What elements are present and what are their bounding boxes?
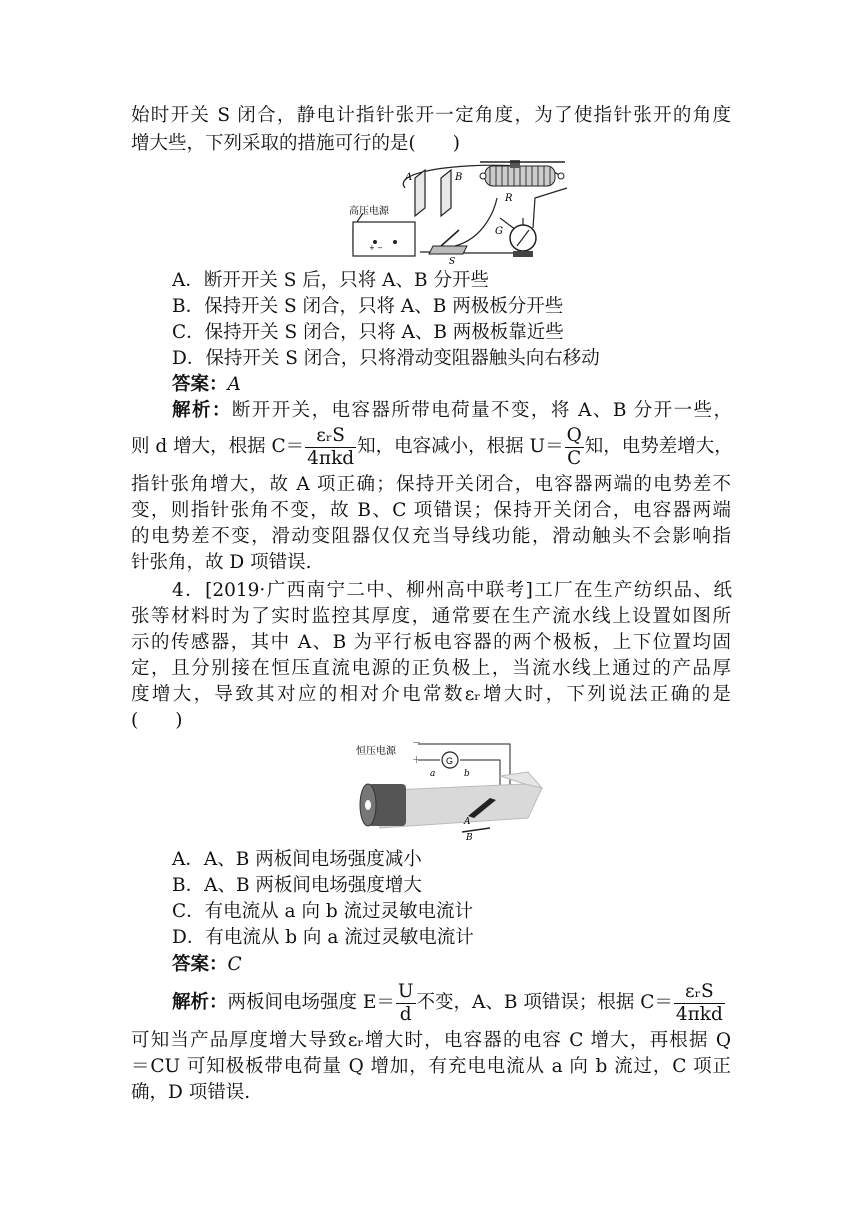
- analysis-text: 两板间电场强度 E＝: [227, 992, 395, 1013]
- answer-value: C: [227, 954, 242, 975]
- roller: [360, 784, 406, 826]
- analysis-label: 解析：: [172, 400, 232, 421]
- fraction-denominator: d: [399, 1003, 412, 1025]
- q3-stem-line-1: 始时开关 S 闭合，静电计指针张开一定角度，为了使指针张开的角度: [131, 105, 731, 126]
- q4-sensor-figure: [350, 736, 550, 843]
- svg-text:+ −: + −: [369, 244, 383, 252]
- q3-option-d: D．保持开关 S 闭合，只将滑动变阻器触头向右移动: [172, 348, 600, 369]
- q3-analysis-line-3: 指针张角增大，故 A 项正确；保持开关闭合，电容器两端的电势差不: [131, 474, 731, 495]
- plate-b: [441, 170, 451, 216]
- plate-b: [462, 828, 490, 832]
- q4-analysis-line-2: 可知当产品厚度增大导致εᵣ增大时，电容器的电容 C 增大，再根据 Q: [131, 1030, 731, 1051]
- q3-answer: [172, 372, 732, 398]
- q4-option-d: D．有电流从 b 向 a 流过灵敏电流计: [172, 927, 474, 948]
- capacitance-formula: [674, 981, 725, 1026]
- q4-stem-line-2: 张等材料时为了实时监控其厚度，通常要在生产流水线上设置如图所: [131, 606, 731, 627]
- analysis-text: 不变，A、B 项错误；根据 C＝: [416, 992, 673, 1013]
- fraction-numerator: εᵣS: [674, 981, 725, 1004]
- fraction-numerator: Q: [566, 424, 582, 446]
- label-minus: －: [412, 739, 422, 749]
- answer-value: A: [227, 374, 241, 395]
- label-s: S: [449, 257, 456, 267]
- q4-option-c: C．有电流从 a 向 b 流过灵敏电流计: [172, 901, 474, 922]
- analysis-label: 解析：: [172, 992, 228, 1013]
- q3-circuit-figure: [345, 158, 585, 266]
- switch-s: [429, 230, 467, 254]
- fraction-numerator: U: [397, 980, 414, 1002]
- q4-stem-line-6: ( ): [131, 710, 183, 731]
- q3-analysis-line-5: 的电势差不变，滑动变阻器仅仅充当导线功能，滑动触头不会影响指: [131, 526, 731, 547]
- q4-stem-line-3: 示的传感器，其中 A、B 为平行板电容器的两个极板，上下位置均固: [131, 632, 731, 653]
- rheostat: [480, 160, 565, 186]
- fraction-denominator: 4πkd: [307, 447, 355, 469]
- label-constant-source: 恒压电源: [356, 746, 396, 757]
- fraction-numerator: εᵣS: [305, 425, 356, 448]
- q4-option-b: B．A、B 两板间电场强度增大: [172, 875, 422, 896]
- label-plus: ＋: [412, 756, 422, 766]
- label-hv-source: 高压电源: [349, 206, 389, 217]
- label-g: G: [446, 756, 454, 766]
- q4-stem-line-5: 度增大，导致其对应的相对介电常数εᵣ增大时，下列说法正确的是: [131, 684, 731, 705]
- answer-label: 答案：: [172, 954, 228, 975]
- q3-option-b: B．保持开关 S 闭合，只将 A、B 两极板分开些: [172, 296, 564, 317]
- label-r: R: [505, 193, 513, 204]
- q4-analysis-line-3: ＝CU 可知极板带电荷量 Q 增加，有充电电流从 a 向 b 流过，C 项正: [131, 1056, 731, 1077]
- q4-option-a: A．A、B 两板间电场强度减小: [172, 849, 422, 870]
- label-b-lower: b: [464, 769, 470, 779]
- q3-option-a: A．断开开关 S 后，只将 A、B 分开些: [172, 270, 490, 291]
- plate-a: [415, 170, 425, 216]
- label-plate-b: B: [466, 833, 473, 843]
- q4-analysis-line-4: 确，D 项错误.: [131, 1082, 251, 1103]
- field-formula: [396, 981, 416, 1026]
- electrometer: [510, 218, 536, 257]
- q4-analysis-line-1: [172, 980, 732, 1026]
- analysis-text: 断开开关，电容器所带电荷量不变，将 A、B 分开一些，: [231, 400, 732, 421]
- q3-option-c: C．保持开关 S 闭合，只将 A、B 两极板靠近些: [172, 322, 564, 343]
- voltage-formula: [565, 425, 584, 470]
- analysis-text: 知，电容减小，根据 U＝: [357, 436, 564, 457]
- q3-analysis-line-6: 针张角，故 D 项错误.: [131, 552, 312, 573]
- analysis-text: 知，电势差增大，: [584, 436, 733, 457]
- capacitance-formula: [305, 425, 356, 470]
- q3-analysis-line-2: [131, 424, 731, 470]
- label-a-lower: a: [430, 769, 436, 779]
- hv-source: [353, 222, 415, 256]
- q3-analysis-line-4: 变，则指针张角不变，故 B、C 项错误；保持开关闭合，电容器两端: [131, 500, 731, 521]
- fraction-denominator: 4πkd: [675, 1003, 723, 1025]
- label-b: B: [455, 172, 463, 183]
- analysis-text: 则 d 增大，根据 C＝: [131, 436, 305, 457]
- q4-answer: [172, 952, 732, 978]
- q3-analysis-line-1: [172, 398, 732, 424]
- label-plate-a: A: [464, 817, 471, 827]
- q3-stem-line-2: 增大些，下列采取的措施可行的是( ): [131, 133, 460, 154]
- fraction-denominator: C: [567, 447, 582, 469]
- answer-label: 答案：: [172, 374, 228, 395]
- q4-stem-line-4: 定，且分别接在恒压直流电源的正负极上，当流水线上通过的产品厚: [131, 658, 731, 679]
- q4-stem-line-1: 4．[2019·广西南宁二中、柳州高中联考]工厂在生产纺织品、纸: [172, 580, 732, 601]
- label-g: G: [495, 226, 503, 237]
- label-a: A: [405, 172, 413, 183]
